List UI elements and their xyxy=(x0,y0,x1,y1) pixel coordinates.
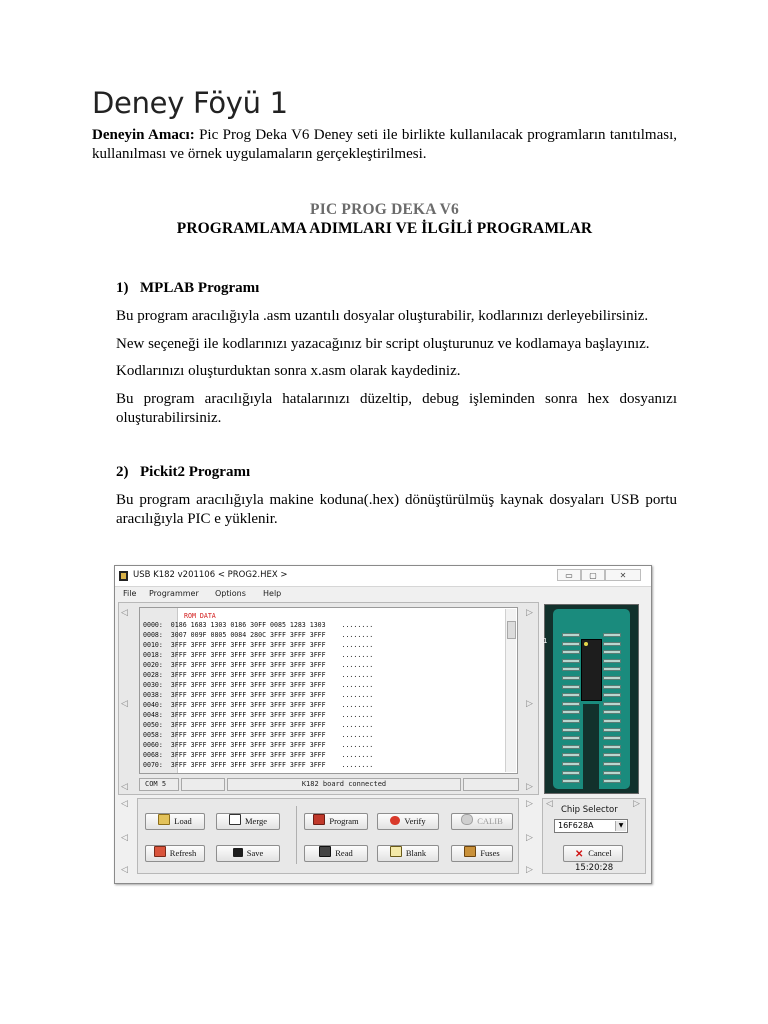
section-1-title: MPLAB Programı xyxy=(140,280,260,296)
load-button[interactable]: Load xyxy=(145,813,205,830)
panel-arrow-icon: ◁ xyxy=(121,781,128,791)
minimize-button[interactable]: ▭ xyxy=(557,569,581,581)
socket-pin xyxy=(562,659,580,663)
purpose-text: Pic Prog Deka V6 Deney seti ile birlikte kullanılacak programların tanıtılması, kullanılması ve örnek uygulamaların gerçekleştirilmesi. xyxy=(92,127,678,162)
socket-pin xyxy=(562,633,580,637)
hex-row: 0038: 3FFF 3FFF 3FFF 3FFF 3FFF 3FFF 3FFF 3FFF ........ xyxy=(143,691,374,699)
purpose-paragraph xyxy=(92,126,677,164)
socket-cutout xyxy=(583,704,599,789)
pin-one-marker: 1 xyxy=(543,637,548,645)
socket-pin xyxy=(603,642,621,646)
panel-arrow-icon: ▷ xyxy=(633,798,640,808)
maximize-button[interactable]: ▢ xyxy=(581,569,605,581)
socket-pin xyxy=(562,753,580,757)
section-2-number: 2) xyxy=(116,464,129,480)
socket-pin xyxy=(562,779,580,783)
socket-pin xyxy=(562,745,580,749)
hex-row: 0000: 0186 1683 1303 0186 30FF 0085 1283 1303 ........ xyxy=(143,621,374,629)
calib-button[interactable]: CALIB xyxy=(451,813,513,830)
hex-row: 0040: 3FFF 3FFF 3FFF 3FFF 3FFF 3FFF 3FFF 3FFF ........ xyxy=(143,701,374,709)
socket-pin xyxy=(603,676,621,680)
chevron-down-icon: ▼ xyxy=(615,821,626,831)
calibrate-icon xyxy=(461,814,473,825)
red-x-icon: ✕ xyxy=(574,849,584,860)
panel-arrow-icon: ▷ xyxy=(526,798,533,808)
status-port: COM 5 xyxy=(139,778,179,791)
floppy-icon xyxy=(233,848,243,857)
hex-row: 0030: 3FFF 3FFF 3FFF 3FFF 3FFF 3FFF 3FFF 3FFF ........ xyxy=(143,681,374,689)
socket-pin xyxy=(562,642,580,646)
chip-socket-panel xyxy=(544,604,639,794)
section-1-heading xyxy=(116,280,259,297)
hex-row: 0028: 3FFF 3FFF 3FFF 3FFF 3FFF 3FFF 3FFF 3FFF ........ xyxy=(143,671,374,679)
clock-time: 15:20:28 xyxy=(575,863,614,873)
socket-pin xyxy=(603,728,621,732)
rom-data-view[interactable] xyxy=(139,607,518,774)
hex-row: 0020: 3FFF 3FFF 3FFF 3FFF 3FFF 3FFF 3FFF 3FFF ........ xyxy=(143,661,374,669)
status-message: K182 board connected xyxy=(227,778,461,791)
purpose-label: Deneyin Amacı: xyxy=(92,127,195,143)
read-icon xyxy=(319,846,331,857)
blank-page-icon xyxy=(390,846,402,857)
panel-arrow-icon: ▷ xyxy=(526,781,533,791)
panel-arrow-icon: ◁ xyxy=(121,832,128,842)
status-cell xyxy=(463,778,519,791)
panel-arrow-icon: ◁ xyxy=(121,798,128,808)
window-titlebar[interactable] xyxy=(115,566,651,587)
socket-pin xyxy=(603,736,621,740)
read-button[interactable]: Read xyxy=(304,845,368,862)
socket-pin xyxy=(603,633,621,637)
close-button[interactable]: ✕ xyxy=(605,569,641,581)
panel-arrow-icon: ◁ xyxy=(121,698,128,708)
socket-pin xyxy=(562,667,580,671)
blank-button[interactable]: Blank xyxy=(377,845,439,862)
heading-device: PIC PROG DEKA V6 xyxy=(310,201,459,218)
socket-pin xyxy=(603,779,621,783)
chip-select[interactable]: 16F628A ▼ xyxy=(554,819,628,833)
menu-programmer[interactable]: Programmer xyxy=(149,589,199,598)
cancel-button[interactable]: ✕ Cancel xyxy=(563,845,623,862)
hex-row: 0018: 3FFF 3FFF 3FFF 3FFF 3FFF 3FFF 3FFF 3FFF ........ xyxy=(143,651,374,659)
socket-pin xyxy=(603,710,621,714)
merge-button[interactable]: Merge xyxy=(216,813,280,830)
socket-pin xyxy=(603,685,621,689)
refresh-icon xyxy=(154,846,166,857)
socket-pin xyxy=(562,762,580,766)
panel-arrow-icon: ▷ xyxy=(526,864,533,874)
control-panel xyxy=(137,798,519,874)
heading-programming-steps: PROGRAMLAMA ADIMLARI VE İLGİLİ PROGRAMLAR xyxy=(176,220,593,237)
section-1-paragraph: Bu program aracılığıyla .asm uzantılı dosyalar oluşturabilir, kodlarınızı derleyebilirsiniz. xyxy=(116,308,649,324)
pic-chip xyxy=(581,639,602,701)
merge-icon xyxy=(229,814,241,825)
refresh-button[interactable]: Refresh xyxy=(145,845,205,862)
panel-arrow-icon: ▷ xyxy=(526,607,533,617)
section-2-paragraph: Bu program aracılığıyla makine koduna(.hex) dönüştürülmüş kaynak dosyaları USB portu aracılığıyla PIC e yüklenir. xyxy=(116,492,677,527)
socket-pin xyxy=(603,667,621,671)
menu-bar xyxy=(115,587,651,601)
hex-row: 0058: 3FFF 3FFF 3FFF 3FFF 3FFF 3FFF 3FFF 3FFF ........ xyxy=(143,731,374,739)
verify-button[interactable]: Verify xyxy=(377,813,439,830)
fuses-button[interactable]: Fuses xyxy=(451,845,513,862)
panel-arrow-icon: ◁ xyxy=(546,798,553,808)
menu-options[interactable]: Options xyxy=(215,589,246,598)
socket-pin xyxy=(603,745,621,749)
socket-pin xyxy=(562,676,580,680)
chip-pin1-dot xyxy=(584,642,588,646)
panel-divider xyxy=(296,806,297,864)
section-1-paragraph: New seçeneği ile kodlarınızı yazacağınız bir script oluşturunuz ve kodlamaya başlayınız. xyxy=(116,336,650,352)
verify-icon xyxy=(390,816,400,825)
socket-pin xyxy=(562,693,580,697)
socket-pin xyxy=(562,702,580,706)
hex-scrollbar[interactable] xyxy=(505,609,516,772)
chip-selector-label: Chip Selector xyxy=(561,805,618,815)
section-1-paragraph: Bu program aracılığıyla hatalarınızı düzeltip, debug işleminden sonra hex dosyanızı oluşturabilirsiniz. xyxy=(116,391,677,426)
status-cell xyxy=(181,778,225,791)
socket-pin xyxy=(562,736,580,740)
socket-pin xyxy=(562,710,580,714)
section-2-title: Pickit2 Programı xyxy=(140,464,251,480)
hex-scroll-thumb[interactable] xyxy=(507,621,516,639)
socket-pin xyxy=(603,719,621,723)
hex-row: 0010: 3FFF 3FFF 3FFF 3FFF 3FFF 3FFF 3FFF 3FFF ........ xyxy=(143,641,374,649)
menu-file[interactable]: File xyxy=(123,589,137,598)
socket-pin xyxy=(603,771,621,775)
socket-pin xyxy=(562,719,580,723)
socket-pin xyxy=(603,753,621,757)
fuses-icon xyxy=(464,846,476,857)
hex-row: 0060: 3FFF 3FFF 3FFF 3FFF 3FFF 3FFF 3FFF 3FFF ........ xyxy=(143,741,374,749)
socket-pin xyxy=(562,728,580,732)
folder-open-icon xyxy=(158,814,170,825)
socket-pin xyxy=(562,685,580,689)
socket-pin xyxy=(603,650,621,654)
hex-row: 0048: 3FFF 3FFF 3FFF 3FFF 3FFF 3FFF 3FFF 3FFF ........ xyxy=(143,711,374,719)
program-button[interactable]: Program xyxy=(304,813,368,830)
window-title: USB K182 v201106 < PROG2.HEX > xyxy=(133,570,288,580)
document-title: Deney Föyü 1 xyxy=(92,86,288,120)
panel-arrow-icon: ◁ xyxy=(121,607,128,617)
hex-row: 0070: 3FFF 3FFF 3FFF 3FFF 3FFF 3FFF 3FFF 3FFF ........ xyxy=(143,761,374,769)
hex-row: 0068: 3FFF 3FFF 3FFF 3FFF 3FFF 3FFF 3FFF 3FFF ........ xyxy=(143,751,374,759)
section-2-heading xyxy=(116,464,250,481)
section-1-paragraph: Kodlarınızı oluşturduktan sonra x.asm olarak kaydediniz. xyxy=(116,363,461,379)
panel-arrow-icon: ▷ xyxy=(526,832,533,842)
socket-pin xyxy=(562,771,580,775)
menu-help[interactable]: Help xyxy=(263,589,282,598)
hex-row: 0008: 3007 009F 0805 0084 280C 3FFF 3FFF 3FFF ........ xyxy=(143,631,374,639)
chip-write-icon xyxy=(313,814,325,825)
panel-arrow-icon: ▷ xyxy=(526,698,533,708)
save-button[interactable]: Save xyxy=(216,845,280,862)
socket-pin xyxy=(603,762,621,766)
socket-pin xyxy=(603,702,621,706)
rom-data-label: ROM DATA xyxy=(184,612,216,620)
section-1-number: 1) xyxy=(116,280,129,296)
app-icon xyxy=(119,571,128,581)
socket-pin xyxy=(603,693,621,697)
hex-row: 0050: 3FFF 3FFF 3FFF 3FFF 3FFF 3FFF 3FFF 3FFF ........ xyxy=(143,721,374,729)
panel-arrow-icon: ◁ xyxy=(121,864,128,874)
socket-pin xyxy=(603,659,621,663)
socket-pin xyxy=(562,650,580,654)
